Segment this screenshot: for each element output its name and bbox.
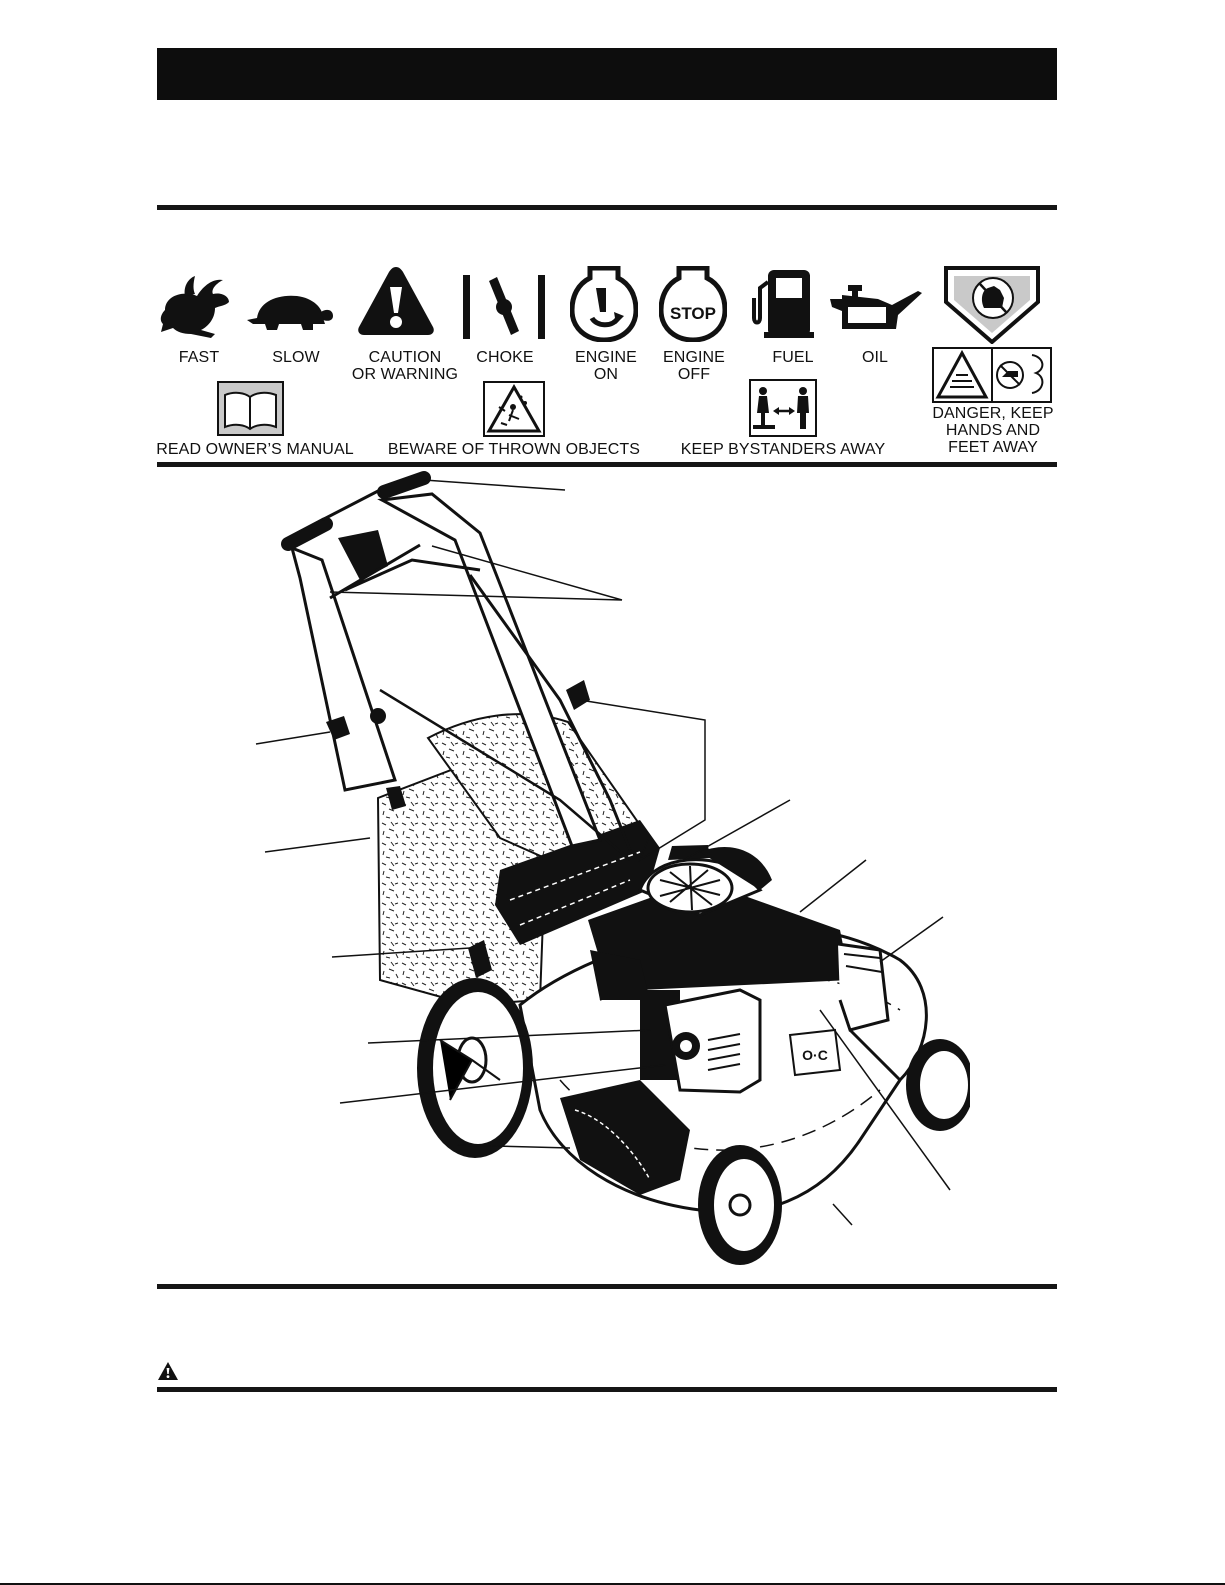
engine-brand-mark: O·C (802, 1047, 828, 1063)
mower-illustration (250, 470, 970, 1270)
thrown-objects-icon (483, 381, 545, 437)
section-rule-warning (157, 1387, 1057, 1392)
caution-label: CAUTION OR WARNING (351, 349, 459, 383)
engine-off-icon (659, 266, 727, 342)
fuel-icon (752, 268, 814, 340)
manual-label: READ OWNER’S MANUAL (156, 441, 354, 458)
bystanders-label: KEEP BYSTANDERS AWAY (680, 441, 886, 458)
engine-on-icon (570, 266, 638, 342)
section-rule-bottom (157, 1284, 1057, 1289)
choke-icon (461, 273, 547, 341)
rabbit-icon (155, 272, 235, 342)
manual-icon (217, 381, 284, 436)
fast-label: FAST (178, 349, 220, 366)
section-rule-top (157, 205, 1057, 210)
turtle-icon (243, 290, 335, 336)
warning-icon (157, 1361, 179, 1381)
oil-icon (828, 285, 924, 333)
choke-label: CHOKE (476, 349, 534, 366)
oil-label: OIL (861, 349, 889, 366)
section-rule-symbols (157, 462, 1057, 467)
hands-feet-decal (932, 347, 1052, 403)
thrown-objects-label: BEWARE OF THROWN OBJECTS (387, 441, 641, 458)
engine-off-stop-text: STOP (670, 304, 716, 323)
header-bar (157, 48, 1057, 100)
caution-icon (357, 265, 435, 337)
engine-on-label: ENGINE ON (575, 349, 637, 383)
slow-label: SLOW (272, 349, 320, 366)
hands-warning-decal (944, 266, 1040, 344)
fuel-label: FUEL (772, 349, 814, 366)
engine-off-label: ENGINE OFF (663, 349, 725, 383)
danger-label: DANGER, KEEP HANDS AND FEET AWAY (932, 405, 1054, 456)
bystanders-icon (749, 379, 817, 437)
